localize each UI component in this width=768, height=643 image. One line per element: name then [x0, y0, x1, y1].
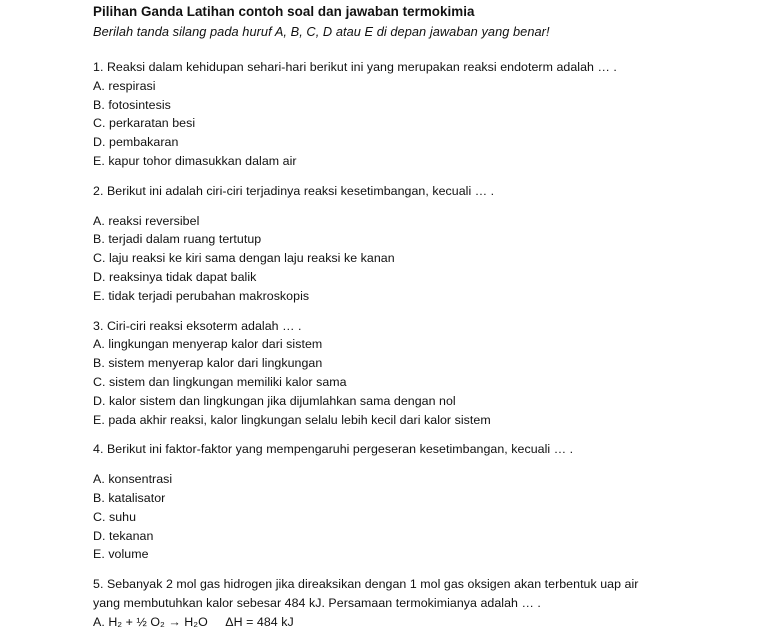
option-e — [93, 152, 753, 171]
option-c — [93, 249, 753, 268]
option-d — [93, 268, 753, 287]
option-letter: E. — [93, 547, 105, 562]
option-a — [93, 335, 753, 354]
document-instruction: Berilah tanda silang pada huruf A, B, C, D atau E di depan jawaban yang benar! — [93, 24, 550, 39]
option-text: pada akhir reaksi, kalor lingkungan selalu lebih kecil dari kalor sistem — [108, 412, 491, 427]
option-letter: B. — [93, 490, 105, 505]
option-text: katalisator — [108, 490, 166, 505]
option-text: tidak terjadi perubahan makroskopis — [108, 288, 310, 303]
question-text — [93, 317, 753, 336]
option-c — [93, 114, 753, 133]
option-e — [93, 411, 753, 430]
question-text — [93, 58, 753, 77]
option-a — [93, 470, 753, 489]
question-body: Berikut ini faktor-faktor yang mempengaruhi pergeseran kesetimbangan, kecuali … . — [106, 442, 574, 457]
option-b — [93, 489, 753, 508]
question-body: Reaksi dalam kehidupan sehari-hari berikut ini yang merupakan reaksi endoterm adalah … . — [106, 60, 617, 74]
document-title: Pilihan Ganda Latihan contoh soal dan jawaban termokimia — [93, 4, 475, 19]
question-number: 5. — [93, 577, 104, 592]
option-letter: B. — [93, 97, 105, 112]
option-letter: A. — [93, 213, 105, 228]
question-body: Berikut ini adalah ciri-ciri terjadinya reaksi kesetimbangan, kecuali … . — [106, 183, 495, 198]
option-letter: D. — [93, 393, 106, 408]
question-number: 3. — [93, 318, 104, 333]
option-letter: C. — [93, 251, 106, 266]
question-text — [93, 575, 753, 594]
question-text-line-2: yang membutuhkan kalor sebesar 484 kJ. Persamaan termokimianya adalah … . — [93, 595, 541, 610]
option-text: konsentrasi — [108, 472, 173, 487]
option-a — [93, 77, 753, 96]
option-text: sistem menyerap kalor dari lingkungan — [108, 356, 323, 371]
question-number: 1. — [93, 60, 104, 74]
question-text — [93, 182, 753, 201]
option-e — [93, 287, 753, 306]
option-letter: E. — [93, 412, 105, 427]
option-text: reaksi reversibel — [108, 213, 200, 228]
option-text: perkaratan besi — [109, 116, 196, 131]
question-4 — [93, 440, 753, 564]
option-letter: D. — [93, 528, 106, 543]
option-text: terjadi dalam ruang tertutup — [108, 232, 262, 247]
option-text: laju reaksi ke kiri sama dengan laju reaksi ke kanan — [109, 251, 395, 266]
option-letter: C. — [93, 116, 106, 131]
question-text — [93, 440, 753, 459]
option-letter: A. — [93, 78, 105, 93]
option-c — [93, 508, 753, 527]
option-letter: A. — [93, 472, 105, 487]
option-letter: E. — [93, 153, 105, 168]
option-letter: E. — [93, 288, 105, 303]
option-text: kalor sistem dan lingkungan jika dijumlahkan sama dengan nol — [109, 393, 456, 408]
option-letter: D. — [93, 269, 106, 284]
option-text: volume — [108, 547, 149, 562]
question-number: 2. — [93, 183, 104, 198]
option-a — [93, 212, 753, 231]
option-text: fotosintesis — [108, 97, 171, 112]
option-text: H₂ + ½ O₂ → H₂O ΔH = 484 kJ — [108, 614, 294, 629]
option-letter: B. — [93, 232, 105, 247]
option-text: kapur tohor dimasukkan dalam air — [108, 153, 297, 168]
question-3 — [93, 317, 753, 430]
question-1 — [93, 58, 753, 171]
option-c — [93, 373, 753, 392]
option-text: suhu — [109, 509, 137, 524]
option-letter: A. — [93, 614, 105, 629]
option-d — [93, 133, 753, 152]
option-b — [93, 230, 753, 249]
question-body: Ciri-ciri reaksi eksoterm adalah … . — [106, 318, 302, 333]
option-letter: B. — [93, 356, 105, 371]
option-text: sistem dan lingkungan memiliki kalor sama — [109, 374, 347, 389]
option-a — [93, 613, 753, 632]
option-text: lingkungan menyerap kalor dari sistem — [108, 337, 323, 352]
option-b — [93, 96, 753, 115]
question-body: Sebanyak 2 mol gas hidrogen jika direaksikan dengan 1 mol gas oksigen akan terbentuk uap air — [106, 577, 639, 592]
option-letter: C. — [93, 509, 106, 524]
question-5 — [93, 575, 753, 631]
option-letter: A. — [93, 337, 105, 352]
document-page — [93, 2, 753, 643]
option-d — [93, 527, 753, 546]
option-letter: D. — [93, 135, 106, 150]
question-number: 4. — [93, 442, 104, 457]
option-b — [93, 354, 753, 373]
option-text: tekanan — [109, 528, 154, 543]
question-2 — [93, 182, 753, 306]
option-text: reaksinya tidak dapat balik — [109, 269, 257, 284]
option-d — [93, 392, 753, 411]
option-text: respirasi — [108, 78, 156, 93]
option-text: pembakaran — [109, 135, 179, 150]
option-letter: C. — [93, 374, 106, 389]
option-e — [93, 545, 753, 564]
